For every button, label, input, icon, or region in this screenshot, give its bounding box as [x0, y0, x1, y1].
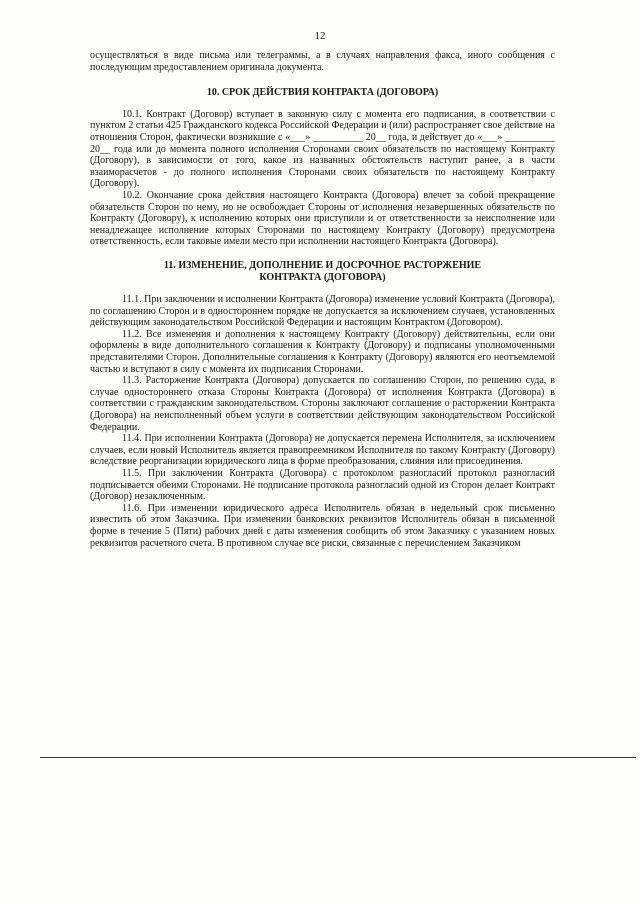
clause-11-3: 11.3. Расторжение Контракта (Договора) допускается по соглашению Сторон, по решению суда, в случае одностороннего отказа Стороны Контракта (Договора) от исполнения Контракта (Договора) в соответствии с гражданским законодательством. Стороны заключают соглашение о расторжении Контракта (Договора) на неисполненный объем услуги в соответствии действующим законодательством Российской Федерации.: [90, 375, 555, 433]
clause-11-4: 11.4. При исполнении Контракта (Договора) не допускается перемена Исполнителя, за исключением случаев, если новый Исполнитель является правопреемником Исполнителя по такому Контракту (Договору) вследствие реорганизации юридического лица в форме преобразования, слияния или присоединения.: [90, 433, 555, 468]
section-10-heading: 10. СРОК ДЕЙСТВИЯ КОНТРАКТА (ДОГОВОРА): [206, 87, 439, 99]
section-11-heading-line1: 11. ИЗМЕНЕНИЕ, ДОПОЛНЕНИЕ И ДОСРОЧНОЕ РАСТОРЖЕНИЕ: [163, 259, 482, 271]
document-body: [90, 50, 555, 549]
page-number: 12: [314, 30, 326, 42]
clause-10-2: 10.2. Окончание срока действия настоящего Контракта (Договора) влечет за собой прекращение обязательств Сторон по нему, но не освобождает Стороны от исполнения незавершенных обязательств по Контракту (Договору), к исполнению которых они приступили и от ответственности за неисполнение или ненадлежащее исполнение которых Сторонами по настоящему Контракту (Договору) предусмотрена ответственность, если таковые имели место при исполнении настоящего Контракта (Договора).: [90, 189, 555, 248]
section-11-heading-line2: КОНТРАКТА (ДОГОВОРА): [259, 271, 386, 283]
clause-11-6: 11.6. При изменении юридического адреса Исполнитель обязан в недельный срок письменно известить об этом Заказчика. При изменении банковских реквизитов Исполнитель обязан в письменной форме в течение 5 (Пяти) рабочих дней с даты изменения сообщить об этом Заказчику с указанием новых реквизитов расчетного счета. В противном случае все риски, связанные с перечислением Заказчиком: [90, 502, 555, 549]
clause-11-1: 11.1. При заключении и исполнении Контракта (Договора) изменение условий Контракта (Договора), по соглашению Сторон и в одностороннем порядке не допускается за исключением случаев, установленных действующим законодательством Российской Федерации и настоящим Контрактом (Договором).: [90, 294, 555, 329]
clause-10-1: 10.1. Контракт (Договор) вступает в законную силу с момента его подписания, в соответствии с пунктом 2 статьи 425 Гражданского кодекса Российской Федерации и (или) распространяет свое действие на отношения Сторон, фактически возникшие с «___» __________ 20__ года, и действует до «___» __________ 20__ года или до момента полного исполнения Сторонами своих обязательств по настоящему Контракту (Договору), в зависимости от того, какое из названных обстоятельств наступит ранее, а в части взаиморасчетов - до полного исполнения Сторонами своих обязательств по настоящему Контракту (Договору).: [90, 108, 555, 190]
clause-11-5: 11.5. При заключении Контракта (Договора) с протоколом разногласий протокол разногласий подписывается обеими Сторонами. Не подписание протокола разногласий одной из Сторон делает Контракт (Договор) незаключенным.: [90, 468, 555, 503]
page-divider: [40, 757, 636, 758]
intro-paragraph: осуществляться в виде письма или телеграммы, а в случаях направления факса, иного сообщения с последующим предоставлением оригинала документа.: [90, 50, 555, 73]
section-11-heading: [90, 260, 555, 283]
clause-11-2: 11.2. Все изменения и дополнения к настоящему Контракту (Договору) действительны, если они оформлены в виде дополнительного соглашения к Контракту (Договору) и подписаны уполномоченными представителями Сторон. Дополнительные соглашения к Контракту (Договору) являются его неотъемлемой частью и вступают в силу с момента их подписания Сторонами.: [90, 328, 555, 375]
